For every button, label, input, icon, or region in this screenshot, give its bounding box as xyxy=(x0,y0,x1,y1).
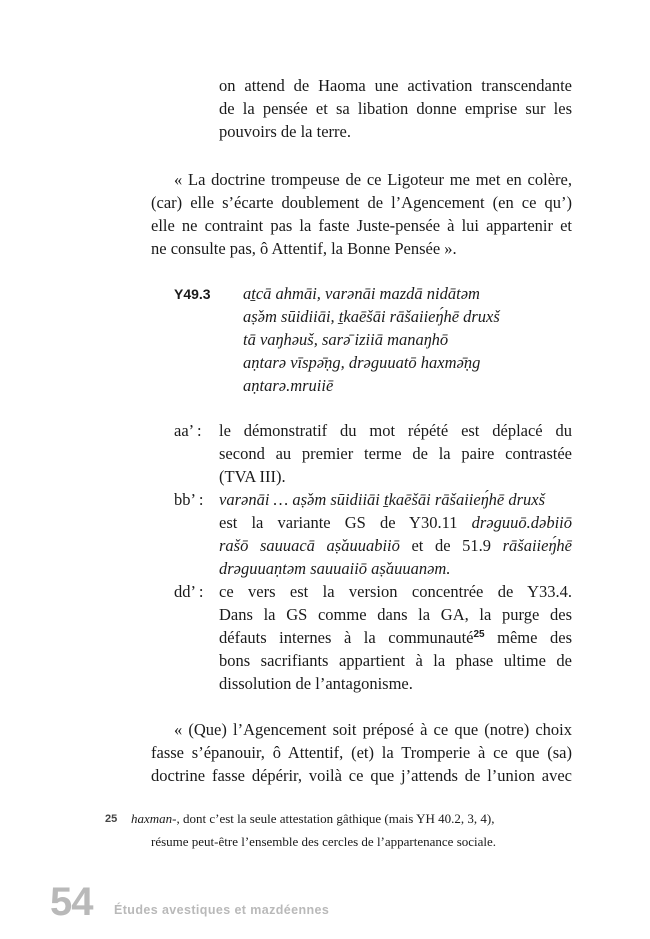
note-line: drəguuaṇtəm sauuaiiō aṣ̌auuanəm. xyxy=(219,559,451,578)
note-text: défauts internes à la communauté xyxy=(219,628,474,647)
note-line: Dans la GS comme dans la GA, la purge des xyxy=(219,605,572,624)
page-number: 54 xyxy=(50,880,93,924)
paragraph-line: fasse s’épanouir, ô Attentif, (et) la Tromperie à ce que (sa) xyxy=(151,743,572,762)
footnote-line xyxy=(131,809,494,829)
quote-line: pouvoirs de la terre. xyxy=(219,122,351,141)
paragraph-line: doctrine fasse dépérir, voilà ce que j’attends de l’union avec xyxy=(151,766,572,785)
quote-line: on attend de Haoma une activation transcendante xyxy=(219,76,572,95)
note-line: second au premier terme de la paire contrastée xyxy=(219,444,572,463)
note-label: bb’ : xyxy=(174,490,204,509)
footnote-reference[interactable]: 25 xyxy=(473,629,485,640)
paragraph-line: « (Que) l’Agencement soit préposé à ce que (notre) choix xyxy=(174,720,572,739)
note-line: varənāi … aṣ̌əm sūidiiāi ṯkaēšāi rāšaiieŋ́hē druxš xyxy=(219,490,546,509)
paragraph-line: elle ne contraint pas la faste Juste-pensée à lui appartenir et xyxy=(151,216,572,235)
verse-line: aṇtarə.mruiiē xyxy=(243,376,334,395)
note-line: bons sacrifiants appartient à la phase ultime de xyxy=(219,651,572,670)
note-line: le démonstratif du mot répété est déplacé du xyxy=(219,421,572,440)
note-line xyxy=(219,534,572,557)
paragraph-line: (car) elle s’écarte doublement de l’Agencement (en ce qu’) xyxy=(151,193,572,212)
note-text: même des xyxy=(484,628,572,647)
note-label: dd’ : xyxy=(174,582,204,601)
paragraph-line: ne consulte pas, ô Attentif, la Bonne Pensée ». xyxy=(151,239,457,258)
verse-line: aṯcā ahmāi, varənāi mazdā nidātəm xyxy=(243,284,480,303)
running-title: Études avestiques et mazdéennes xyxy=(114,903,330,917)
note-line: ce vers est la version concentrée de Y33.4. xyxy=(219,582,572,601)
footnote-text: , dont c’est la seule attestation gâthique (mais YH 40.2, 3, 4), xyxy=(176,811,495,826)
note-term: drəguuō.dəbiiō xyxy=(471,513,572,532)
note-label: aa’ : xyxy=(174,421,202,440)
footnote-number: 25 xyxy=(105,813,118,825)
footnote-line: résume peut-être l’ensemble des cercles de l’appartenance sociale. xyxy=(151,834,497,849)
verse-line: aṣ̌əm sūidiiāi, ṯkaēšāi rāšaiieŋ́hē druxš xyxy=(243,307,500,326)
note-line: (TVA III). xyxy=(219,467,286,486)
verse-line: tā vaŋhəuš, sarə̄ iziiā manaŋhō xyxy=(243,330,449,349)
footnote-term: haxman- xyxy=(131,811,177,826)
note-text: et de 51.9 xyxy=(399,536,503,555)
verse-label: Y49.3 xyxy=(174,286,211,302)
note-term: rašō sauuacā aṣ̌auuabiiō xyxy=(219,536,400,555)
note-line xyxy=(219,511,572,534)
note-line: dissolution de l’antagonisme. xyxy=(219,674,413,693)
paragraph-line: « La doctrine trompeuse de ce Ligoteur me met en colère, xyxy=(174,170,572,189)
note-text: est la variante GS de Y30.11 xyxy=(219,513,472,532)
quote-line: de la pensée et sa libation donne emprise sur les xyxy=(219,99,572,118)
note-line xyxy=(219,626,572,649)
verse-line: aṇtarə vīspə̄ṇg, drəguuatō haxmə̄ṇg xyxy=(243,353,481,372)
note-term: rāšaiieŋ́hē xyxy=(502,536,572,555)
